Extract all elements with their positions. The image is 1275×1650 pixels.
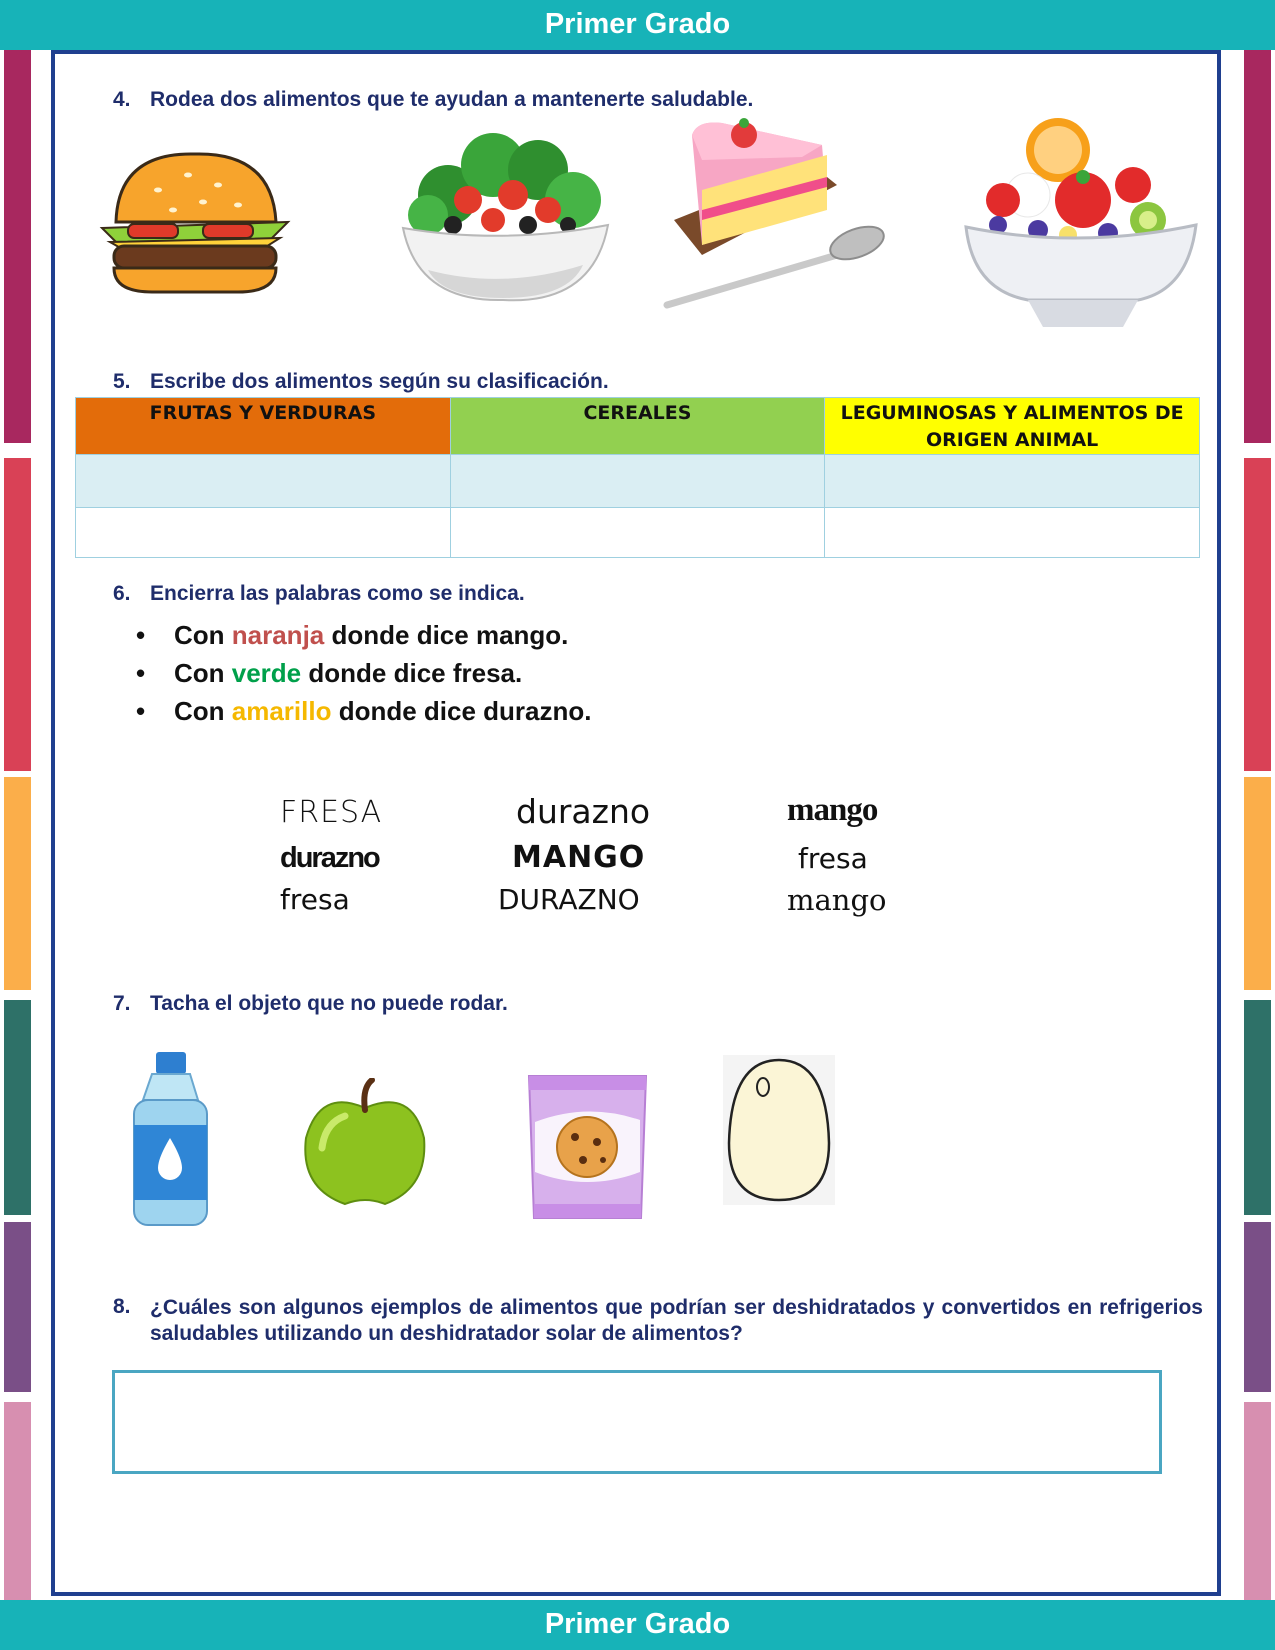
- question-7-number: 7.: [113, 992, 131, 1015]
- cake-slice-image[interactable]: [662, 115, 912, 315]
- side-stripe-left-1: [4, 50, 31, 443]
- question-6-number: 6.: [113, 582, 131, 605]
- cookie-bag-image[interactable]: [525, 1072, 650, 1222]
- side-stripe-left-4: [4, 1000, 31, 1215]
- side-stripe-right-4: [1244, 1000, 1271, 1215]
- word-durazno-1[interactable]: durazno: [516, 792, 651, 831]
- question-7-text: Tacha el objeto que no puede rodar.: [150, 992, 508, 1015]
- question-6-text: Encierra las palabras como se indica.: [150, 582, 525, 605]
- question-8-number: 8.: [113, 1295, 131, 1318]
- table-cell-frutas-2[interactable]: [76, 508, 451, 558]
- word-fresa-1[interactable]: FRESA: [280, 795, 383, 830]
- table-cell-cereales-2[interactable]: [450, 508, 825, 558]
- fruit-bowl-image[interactable]: [958, 115, 1203, 335]
- footer-title: Primer Grado: [544, 1608, 731, 1640]
- green-apple-image[interactable]: [300, 1078, 430, 1208]
- column-header-cereales: CEREALES: [450, 398, 825, 455]
- word-durazno-2[interactable]: durazno: [280, 842, 379, 874]
- side-stripe-right-2: [1244, 458, 1271, 771]
- question-4-text: Rodea dos alimentos que te ayudan a mantenerte saludable.: [150, 88, 754, 111]
- table-cell-leguminosas-2[interactable]: [825, 508, 1200, 558]
- table-cell-leguminosas-1[interactable]: [825, 455, 1200, 508]
- side-stripe-right-3: [1244, 777, 1271, 990]
- word-fresa-3[interactable]: fresa: [280, 883, 350, 916]
- color-word-amarillo: amarillo: [231, 696, 332, 726]
- answer-box[interactable]: [112, 1370, 1162, 1474]
- question-4: [113, 88, 1113, 116]
- classification-table: [75, 397, 1200, 558]
- water-bottle-image[interactable]: [128, 1050, 213, 1230]
- side-stripe-right-6: [1244, 1402, 1271, 1600]
- word-mango-1[interactable]: mango: [787, 792, 878, 828]
- question-5-number: 5.: [113, 370, 131, 393]
- side-stripe-left-3: [4, 777, 31, 990]
- question-4-number: 4.: [113, 88, 131, 111]
- side-stripe-left-5: [4, 1222, 31, 1392]
- hamburger-image[interactable]: [98, 150, 293, 295]
- egg-image[interactable]: [723, 1055, 835, 1205]
- side-stripe-right-1: [1244, 50, 1271, 443]
- column-header-leguminosas: LEGUMINOSAS Y ALIMENTOS DE ORIGEN ANIMAL: [825, 398, 1200, 455]
- column-header-frutas: FRUTAS Y VERDURAS: [76, 398, 451, 455]
- side-stripe-left-2: [4, 458, 31, 771]
- header-band: [0, 0, 1275, 50]
- footer-band: [0, 1600, 1275, 1650]
- question-8: [113, 1295, 1203, 1355]
- question-5-text: Escribe dos alimentos según su clasificación.: [150, 370, 609, 393]
- table-cell-frutas-1[interactable]: [76, 455, 451, 508]
- question-6: [113, 582, 1113, 610]
- word-durazno-3[interactable]: DURAZNO: [498, 883, 640, 916]
- word-mango-2[interactable]: MANGO: [512, 840, 646, 875]
- side-stripe-left-6: [4, 1402, 31, 1600]
- table-cell-cereales-1[interactable]: [450, 455, 825, 508]
- question-8-text: ¿Cuáles son algunos ejemplos de alimentos que podrían ser deshidratados y convertidos en refrigerios saludables utilizando un deshidratador solar de alimentos?: [150, 1296, 1203, 1345]
- question-7: [113, 992, 1113, 1020]
- header-title: Primer Grado: [544, 8, 731, 40]
- word-mango-3[interactable]: mango: [787, 883, 887, 917]
- question-5: [113, 370, 1113, 398]
- color-word-verde: verde: [231, 658, 302, 688]
- salad-bowl-image[interactable]: [398, 120, 613, 305]
- color-word-naranja: naranja: [231, 620, 325, 650]
- word-fresa-2[interactable]: fresa: [798, 842, 868, 875]
- side-stripe-right-5: [1244, 1222, 1271, 1392]
